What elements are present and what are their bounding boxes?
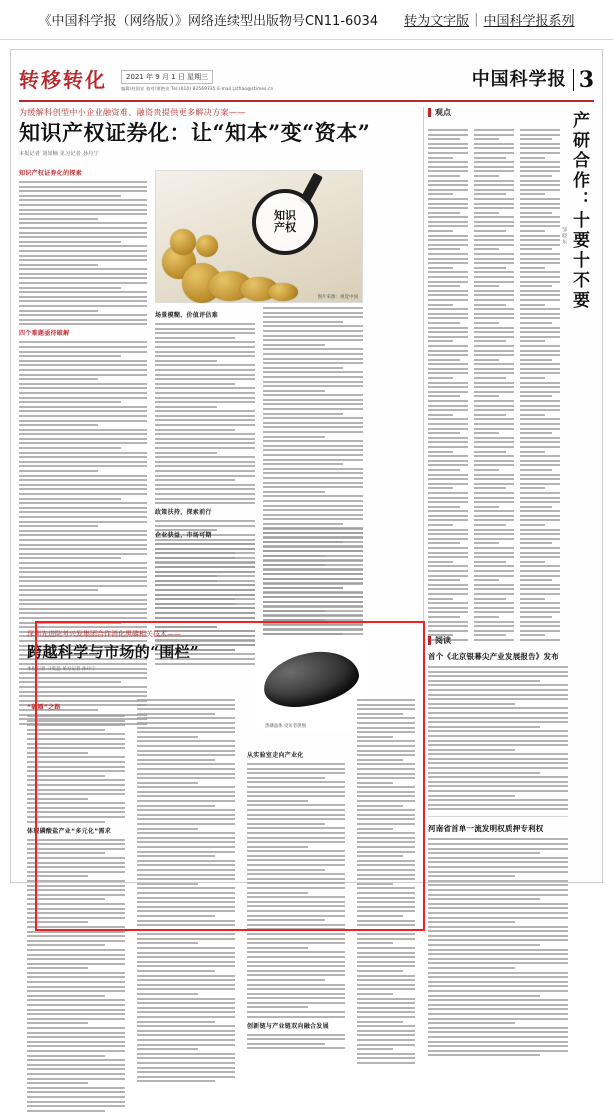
main-column [19,107,419,1030]
red-bar-icon [428,636,431,645]
body-lines [357,699,415,1064]
body-lines [428,129,468,641]
body-lines [155,323,255,504]
right-text-column-1 [428,129,468,644]
main-headline: 知识产权证券化：让“知本”变“资本” [19,120,371,145]
photo-label-line1: 知识 [274,208,296,222]
main-byline: 本报记者 刘如楠 见习记者 孙丹宁 [19,150,99,157]
body-lines [520,129,560,641]
body-lines [247,763,345,1018]
main-subhead-2: 四个难题亟待破解 [19,330,70,338]
section-name: 转移转化 [19,67,107,92]
issue-date: 2021 年 9 月 1 日 星期三 [121,70,213,84]
second-text-column-1 [27,699,125,1114]
second-photo-caption: 黑磷晶体 受访者供图 [265,724,306,729]
editor-contact: 编辑/柱国安 校对/贾艳亮 Tel:(010) 82569735 E-mail:jzthao@stimes.cn [121,86,274,91]
viewpoint-label: 观点 [435,108,451,117]
second-text-column-3 [247,747,345,1052]
divider [428,816,568,817]
column-divider [423,107,424,879]
second-subhead-3: 从实验室走向产业化 [247,752,304,759]
page-number: 3 [573,69,594,91]
news-item-title-2[interactable]: 河南省首单一流发明权质押专利权 [428,824,544,834]
separator: | [474,12,479,27]
second-subhead-4: 创新链与产业链双向融合发展 [247,1022,329,1030]
second-text-column-2 [137,699,235,1085]
main-subhead-4: 政策扶持，探索前行 [155,509,212,517]
second-headline: 跨越科学与市场的“围栏” [27,643,200,661]
body-lines [27,715,125,823]
right-text-column-2 [474,129,514,644]
body-lines [19,181,147,325]
masthead-meta [121,64,273,92]
photo-caption: 图片来源：视觉中国 [317,295,358,300]
black-phosphorus-crystal [260,646,363,712]
second-article-header [27,629,247,672]
main-subhead-5: 企业获益，市场可期 [155,532,212,539]
body-lines [428,838,568,1056]
newspaper-page-viewer[interactable] [0,40,613,1030]
second-byline: 本报记者 刁雯蕊 见习记者 孙丹宁 [27,667,96,672]
article-photo-intellectual-property [155,170,363,303]
second-subhead-2: 体现磷酸盐产业“多元化”需求 [27,827,112,835]
browser-top-bar [0,0,613,40]
news-item-title-1[interactable]: 首个《北京银幕尖产业发展报告》发布 [428,652,559,661]
publication-id-text: 《中国科学报（网络版）》网络连续型出版物号CN11-6034 [38,14,379,29]
newspaper-page [10,49,603,1030]
photo-label-line2: 产权 [274,221,296,234]
right-column [428,107,594,879]
paper-name: 中国科学报 [471,69,567,90]
text-version-link[interactable]: 转为文字版 [404,14,470,29]
masthead [19,56,594,102]
second-kicker: 深圳先进院考兴发集团合作消化黑磷相关技术—— [27,630,181,638]
page-content [19,107,594,1030]
body-lines [247,1034,345,1050]
main-subhead-3: 场景模糊、价值评估难 [155,312,219,319]
red-bar-icon [428,108,431,117]
body-lines [27,839,125,1112]
series-link[interactable]: 中国科学报系列 [483,14,575,29]
masthead-right [472,65,594,91]
reading-module-title [428,635,568,646]
right-text-column-3 [520,129,560,644]
body-lines [428,666,568,810]
main-article-header [19,107,415,157]
main-text-column-5 [263,527,363,637]
body-lines [474,129,514,641]
body-lines [263,527,363,635]
second-text-column-4 [357,699,415,1067]
vertical-byline: 邹晓东 [561,227,567,245]
body-lines [137,699,235,1082]
main-kicker: 为缓解科创型中小企业融资难、融资贵提供更多解决方案—— [19,108,246,117]
second-subhead-1: “破圈”之路 [27,704,61,711]
main-subhead-1: 知识产权证券化的探索 [19,170,83,177]
article-photo-black-phosphorus [257,635,365,731]
magnifier-icon [252,189,318,255]
vertical-headline: 产研合作：十要十不要 [569,111,589,311]
reading-label: 阅读 [435,636,451,645]
reading-module [428,635,568,1059]
